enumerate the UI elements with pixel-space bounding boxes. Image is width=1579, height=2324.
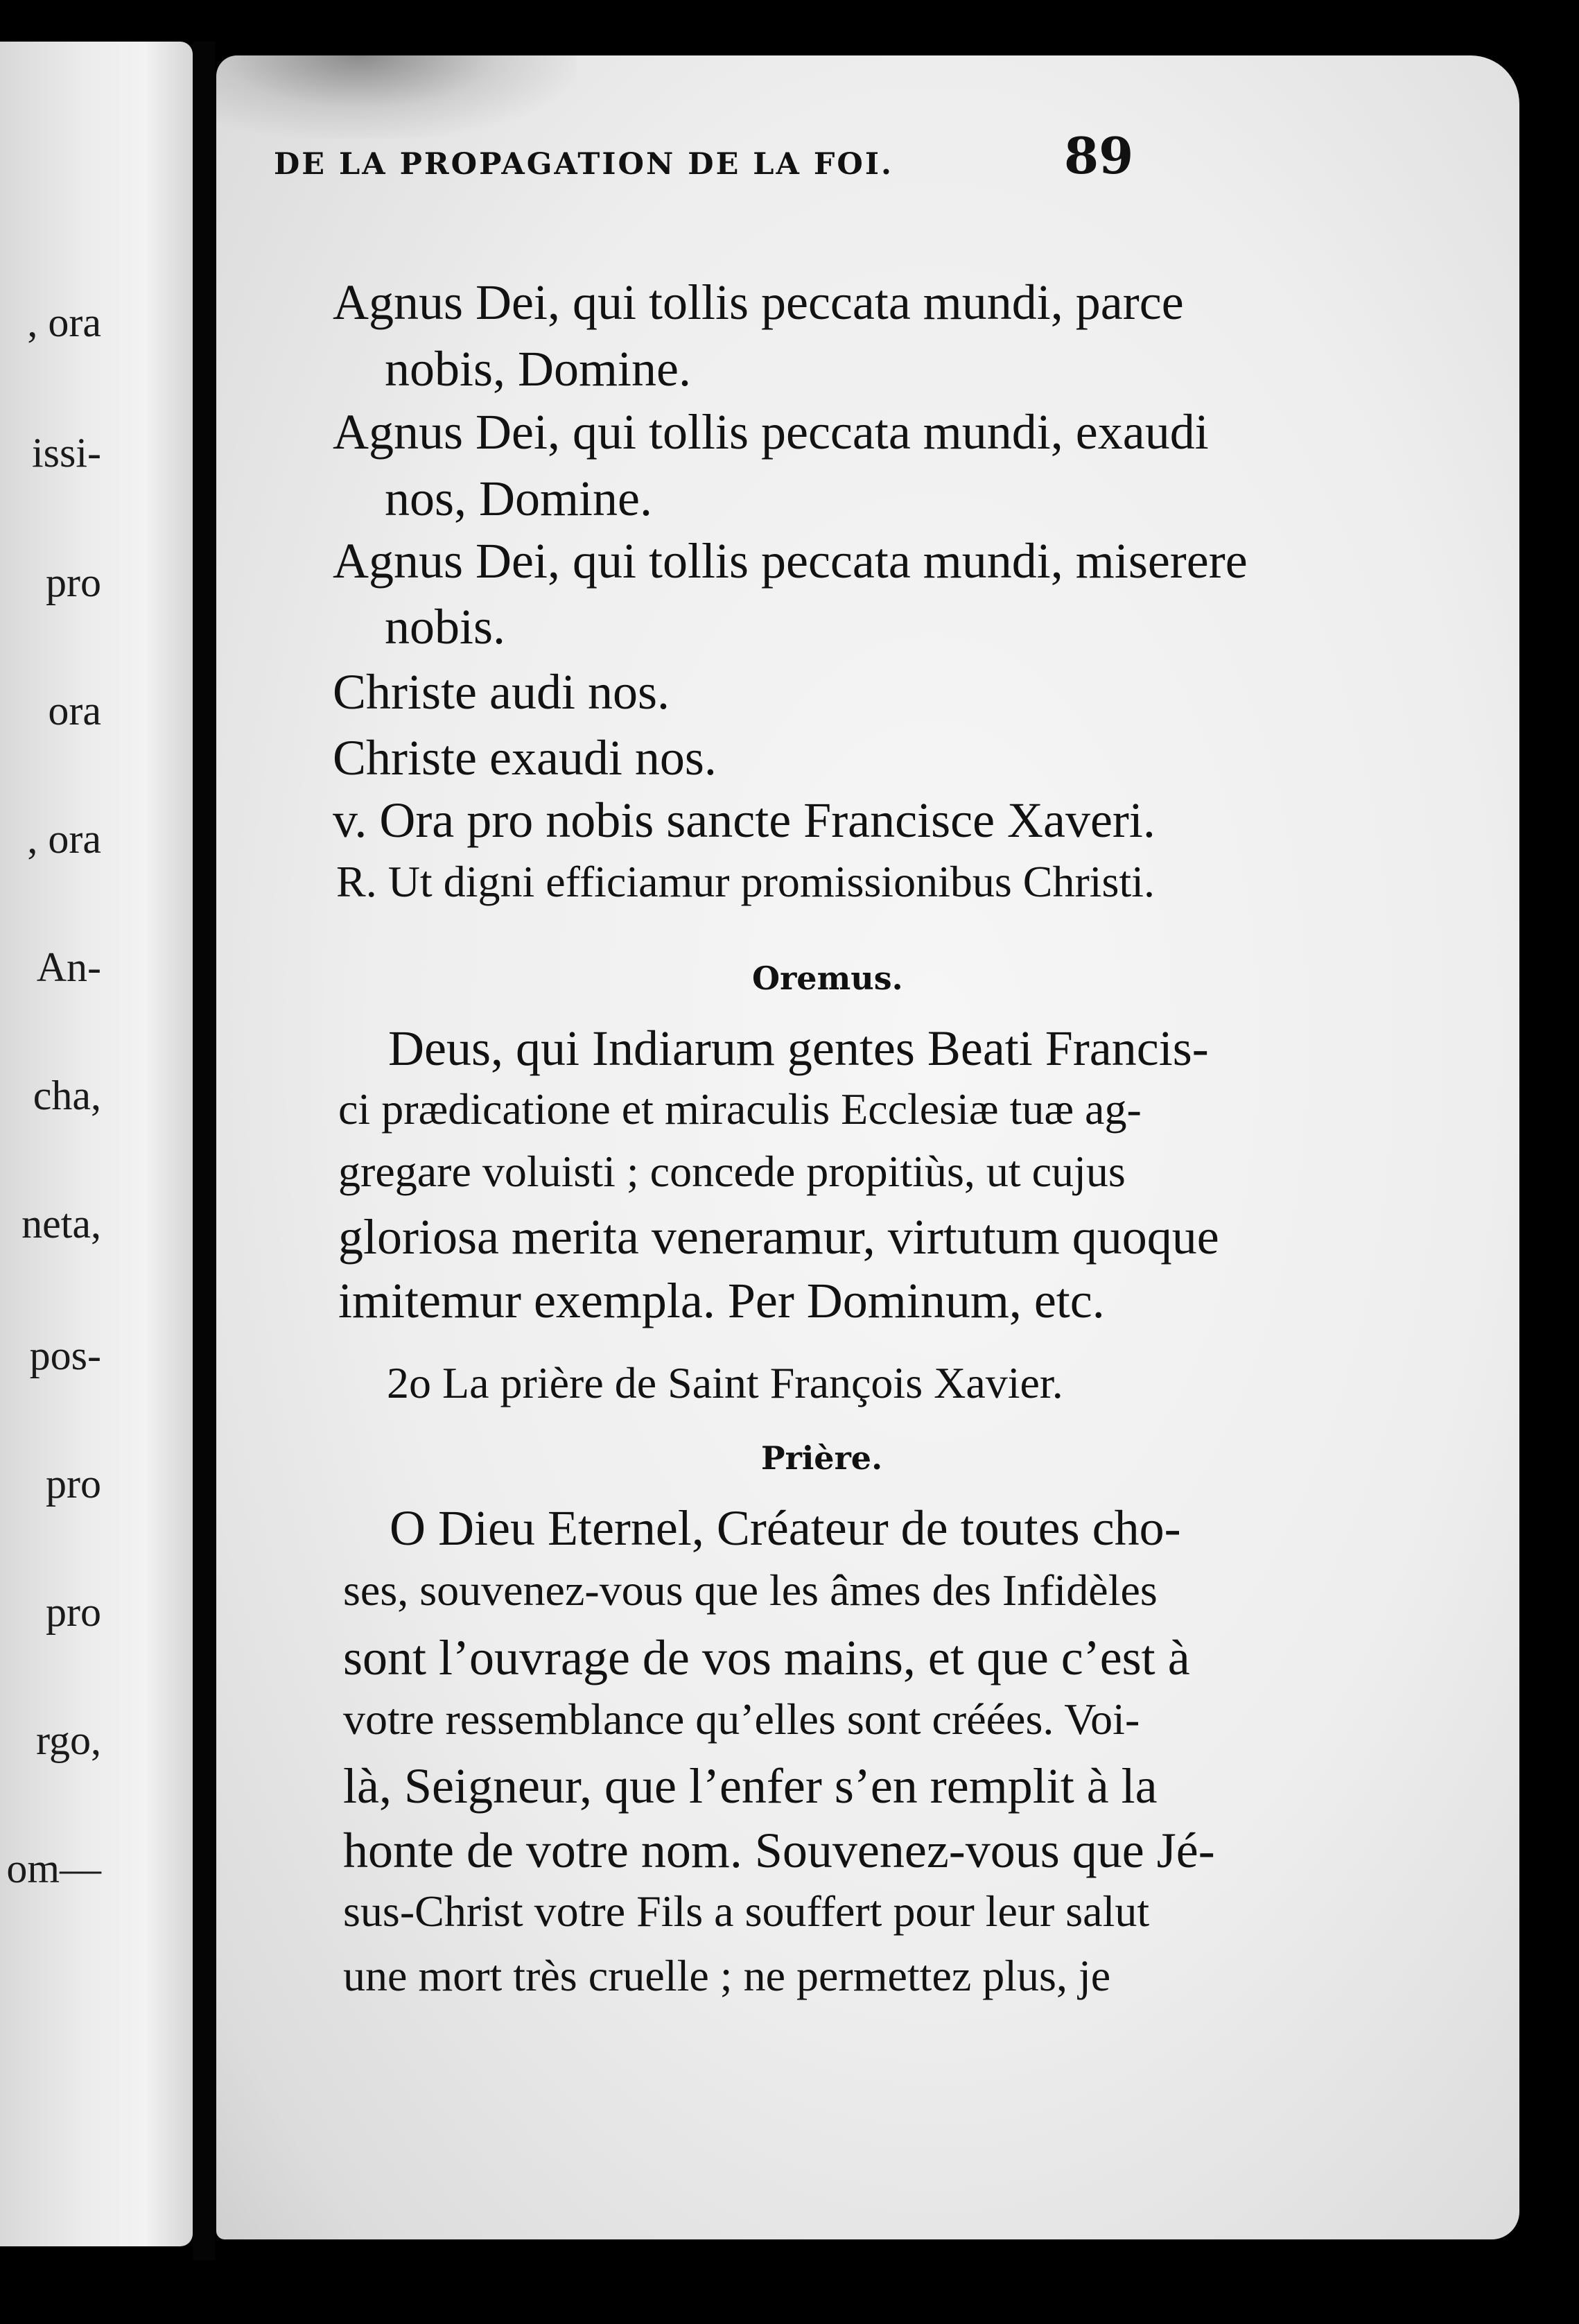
- versicle-line: v. Ora pro nobis sancte Francisce Xaveri.: [333, 792, 1155, 848]
- litany-line: Agnus Dei, qui tollis peccata mundi, miserere: [333, 533, 1248, 589]
- priere-heading: Prière.: [761, 1439, 883, 1477]
- prayer-line: là, Seigneur, que l’enfer s’en remplit à la: [343, 1758, 1158, 1814]
- litany-line: Christe audi nos.: [333, 664, 670, 720]
- prayer-line: O Dieu Eternel, Créateur de toutes cho-: [390, 1500, 1181, 1556]
- oremus-heading: Oremus.: [752, 960, 903, 997]
- prayer-line: gregare voluisti ; concede propitiùs, ut cujus: [338, 1147, 1126, 1196]
- left-page-fragment: rgo,: [36, 1717, 101, 1763]
- prayer-line: sont l’ouvrage de vos mains, et que c’est à: [343, 1630, 1190, 1685]
- prayer-line: une mort très cruelle ; ne permettez plus, je: [343, 1951, 1111, 2000]
- prayer-line: gloriosa merita veneramur, virtutum quoque: [338, 1209, 1219, 1265]
- litany-line: Christe exaudi nos.: [333, 730, 717, 786]
- litany-line: Agnus Dei, qui tollis peccata mundi, parce: [333, 275, 1184, 330]
- left-page-fragment: ora: [48, 688, 101, 734]
- litany-line: nobis.: [385, 599, 506, 654]
- section-label: 2o La prière de Saint François Xavier.: [387, 1358, 1063, 1407]
- left-page-fragment: om—: [6, 1846, 101, 1891]
- left-page-fragment: pro: [46, 560, 101, 605]
- prayer-line: ci prædicatione et miraculis Ecclesiæ tuæ ag-: [338, 1084, 1142, 1134]
- left-page-fragment: , ora: [27, 300, 101, 345]
- previous-page-edge: [0, 42, 193, 2246]
- left-page-fragment: pos-: [29, 1333, 101, 1378]
- left-page-fragment: issi-: [31, 430, 101, 476]
- prayer-line: votre ressemblance qu’elles sont créées. Voi-: [343, 1694, 1140, 1744]
- prayer-line: ses, souvenez-vous que les âmes des Infidèles: [343, 1566, 1158, 1615]
- running-head-title: DE LA PROPAGATION DE LA FOI.: [274, 147, 893, 182]
- left-page-fragment: , ora: [27, 816, 101, 862]
- litany-line: nos, Domine.: [385, 471, 652, 526]
- left-page-fragment: An-: [36, 944, 101, 990]
- running-head: [274, 126, 1244, 196]
- prayer-line: imitemur exempla. Per Dominum, etc.: [338, 1273, 1105, 1328]
- prayer-line: sus-Christ votre Fils a souffert pour leur salut: [343, 1887, 1150, 1936]
- page-number: 89: [1064, 126, 1134, 185]
- prayer-line: Deus, qui Indiarum gentes Beati Francis-: [388, 1021, 1209, 1076]
- left-page-fragment: pro: [46, 1461, 101, 1507]
- litany-line: nobis, Domine.: [385, 341, 691, 397]
- left-page-fragment: pro: [46, 1589, 101, 1635]
- book-gutter: [193, 42, 215, 2260]
- left-page-fragment: cha,: [33, 1073, 101, 1118]
- left-page-fragment: neta,: [21, 1201, 101, 1247]
- litany-line: Agnus Dei, qui tollis peccata mundi, exaudi: [333, 404, 1209, 460]
- response-line: R. Ut digni efficiamur promissionibus Christi.: [336, 857, 1155, 906]
- prayer-line: honte de votre nom. Souvenez-vous que Jé-: [343, 1823, 1215, 1878]
